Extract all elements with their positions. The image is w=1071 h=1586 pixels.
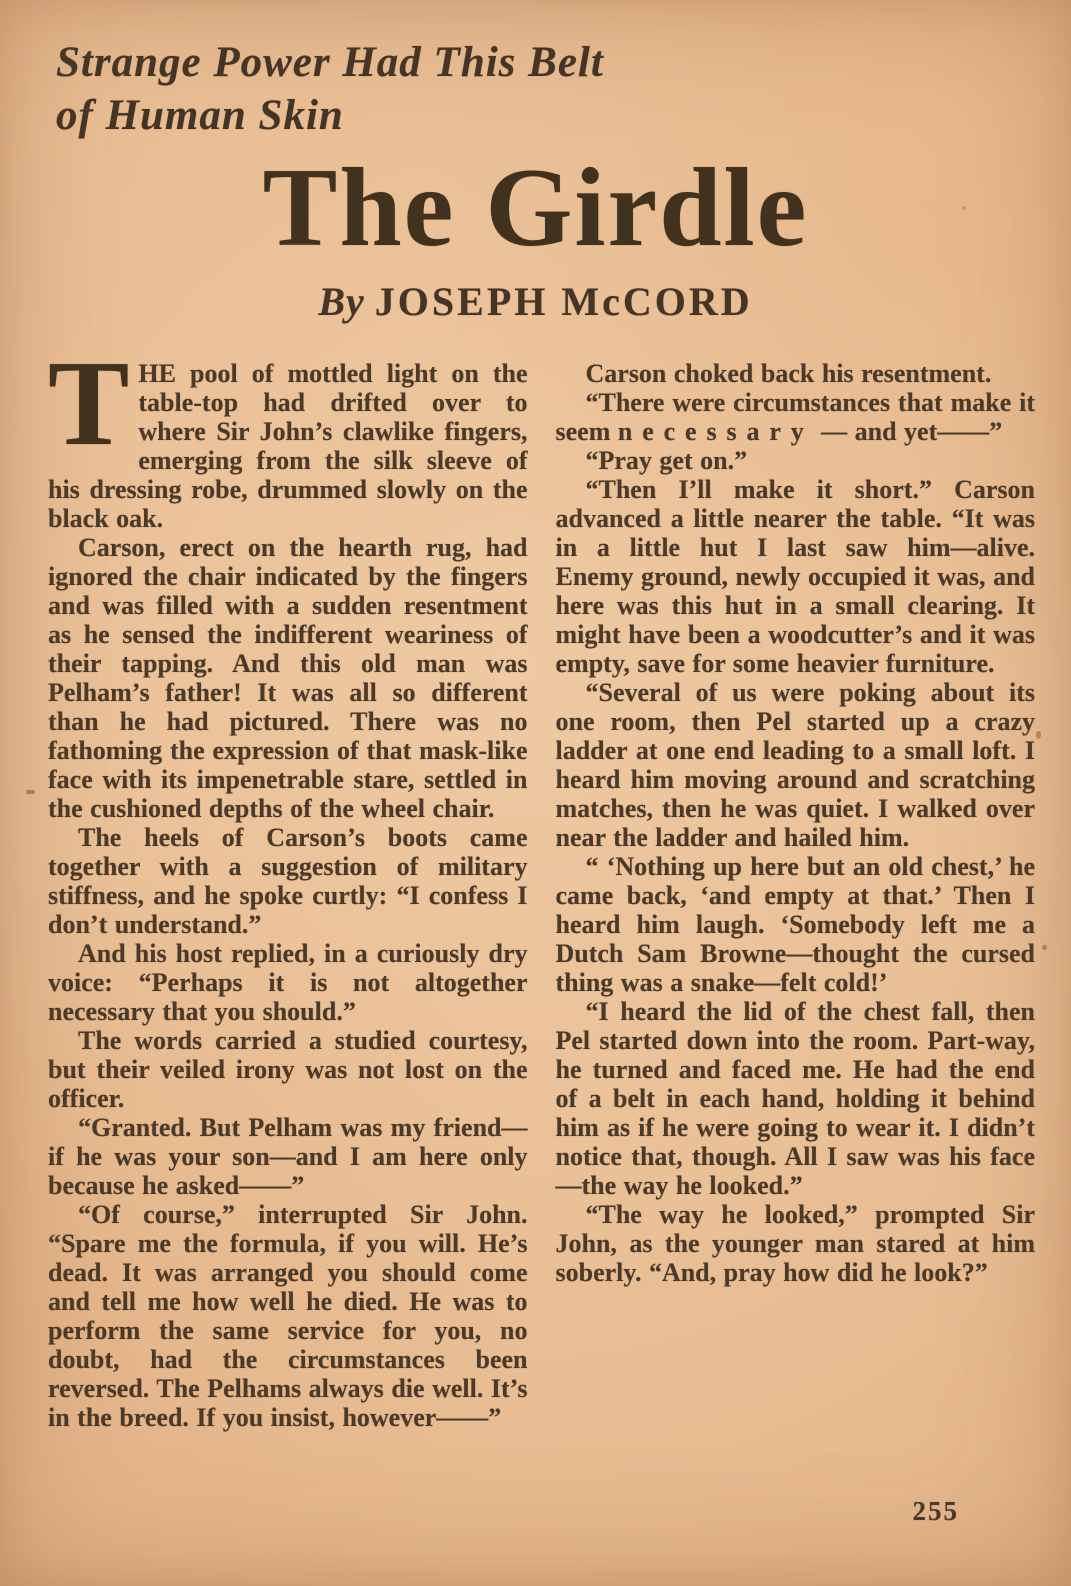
author-name: JOSEPH McCORD	[374, 279, 753, 324]
paragraph: “Then I’ll make it short.” Carson advanced a little nearer the table. “It was in a little hut I last saw him—alive. Enemy ground, newly occupied it was, and here was this hut in a small clearing. It might have been a woodcutter’s and it was empty, save for some heavier furniture.	[555, 475, 1035, 678]
drop-cap: T	[48, 336, 130, 471]
paragraph: “I heard the lid of the chest fall, then Pel started down into the room. Part-way, he turned and faced me. He had the end of a belt in each hand, holding it behind him as if he were going to wear it. I didn’t notice that, though. All I saw was his face—the way he looked.”	[555, 997, 1035, 1200]
story-text	[0, 325, 1071, 1432]
paragraph: “Pray get on.”	[585, 446, 748, 475]
story-teaser	[0, 0, 1071, 142]
byline	[0, 278, 1071, 325]
paragraph-text: HE pool of mottled light on the table-top had drifted over to where Sir John’s clawlike fingers, emerging from the silk sleeve of his dressing robe, drummed slowly on the black oak.	[48, 359, 528, 533]
paragraph: And his host replied, in a curiously dry voice: “Perhaps it is not altogether necessary that you should.”	[48, 939, 528, 1026]
page-number: 255	[912, 1496, 959, 1526]
paragraph: The heels of Carson’s boots came together with a suggestion of military stiffness, and he spoke curtly: “I confess I don’t understand.”	[48, 823, 528, 939]
teaser-line-1: Strange Power Had This Belt	[56, 39, 604, 86]
teaser-line-2: of Human Skin	[56, 92, 344, 139]
paragraph-text: “There were circumstances that make it seem	[555, 388, 1035, 446]
paragraph-dropcap	[48, 336, 528, 533]
paragraph-letterspaced	[556, 388, 1036, 446]
paragraph: “Several of us were poking about its one room, then Pel started up a crazy ladder at one end leading to a small loft. I heard him moving around and scratching matches, then he was quiet. I walked over near the ladder and hailed him.	[555, 678, 1035, 852]
emphasized-word: necessary	[617, 417, 814, 446]
paragraph: “The way he looked,” prompted Sir John, as the younger man stared at him soberly. “And, pray how did he look?”	[555, 1200, 1035, 1287]
paragraph: Carson choked back his resentment.	[585, 359, 992, 388]
paragraph: “Granted. But Pelham was my friend—if he was your son—and I am here only because he asked——”	[48, 1113, 528, 1200]
byline-prefix: By	[318, 279, 365, 324]
paragraph: The words carried a studied courtesy, but their veiled irony was not lost on the officer.	[48, 1026, 528, 1113]
paragraph-text: — and yet——”	[813, 417, 1003, 446]
paragraph: “Of course,” interrupted Sir John. “Spare me the formula, if you will. He’s dead. It was arranged you should come and tell me how well he died. He was to perform the same service for you, no doubt, had the circumstances been reversed. The Pelhams always die well. It’s in the breed. If you insist, however——”	[48, 1200, 528, 1432]
paragraph: “ ‘Nothing up here but an old chest,’ he came back, ‘and empty at that.’ Then I heard him laugh. ‘Somebody left me a Dutch Sam Browne—thought the cursed thing was a snake—felt cold!’	[555, 852, 1035, 997]
paragraph: Carson, erect on the hearth rug, had ignored the chair indicated by the fingers and was filled with a sudden resentment as he sensed the indifferent weariness of their tapping. And this old man was Pelham’s father! It was all so different than he had pictured. There was no fathoming the expression of that mask-like face with its impenetrable stare, settled in the cushioned depths of the wheel chair.	[48, 533, 528, 823]
right-column	[556, 359, 1036, 1432]
left-column	[48, 336, 528, 1432]
story-title: The Girdle	[262, 146, 809, 270]
